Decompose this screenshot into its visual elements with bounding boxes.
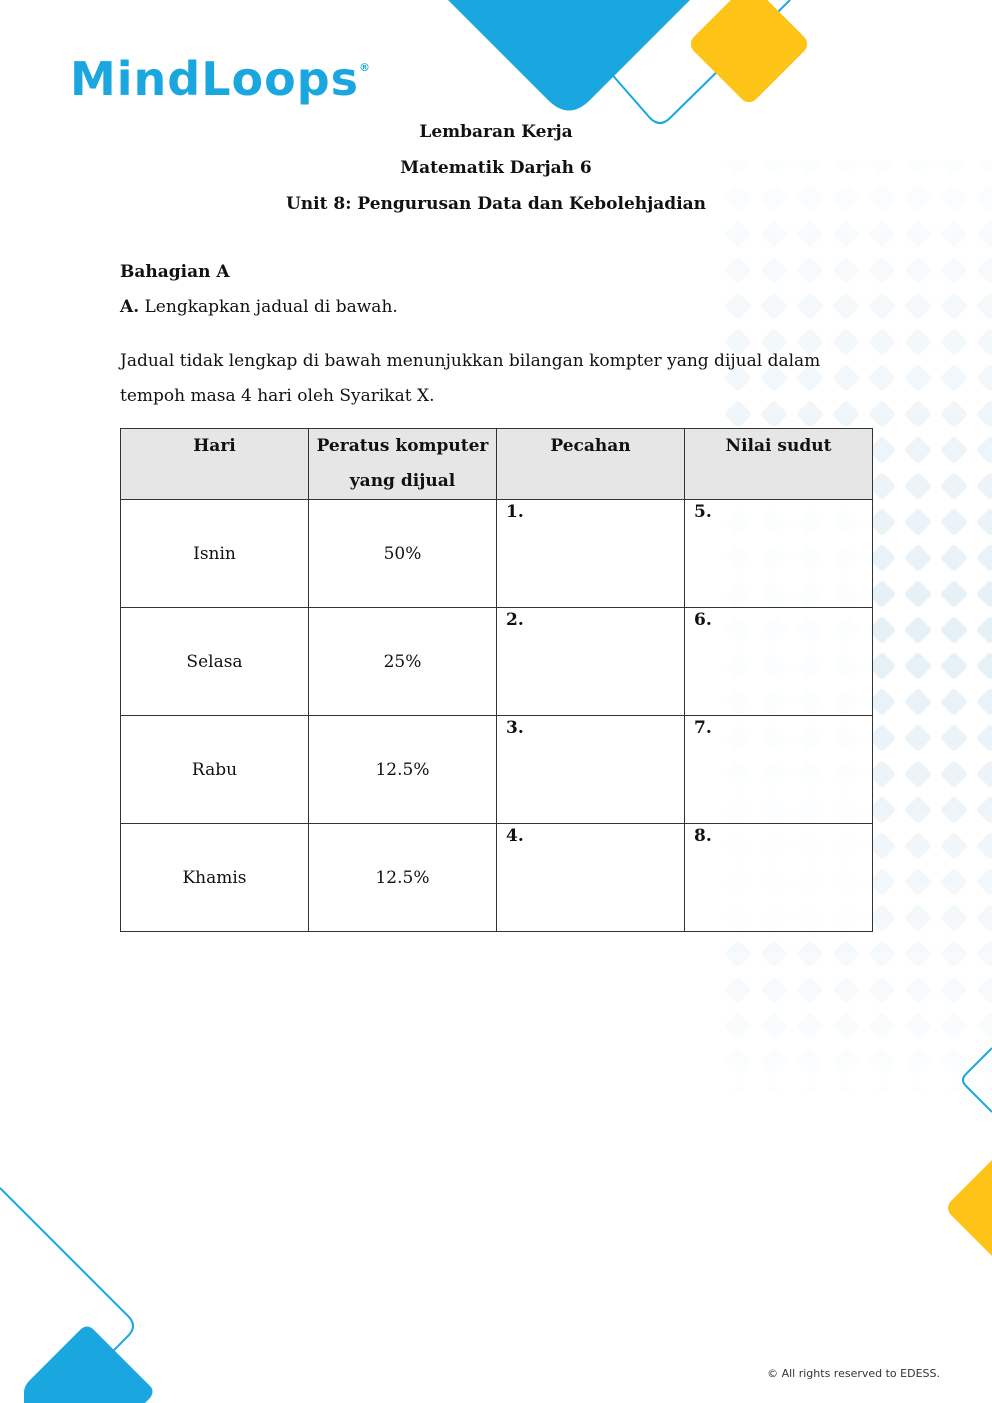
header-day: Hari (121, 429, 309, 500)
percent-cell: 25% (309, 608, 497, 716)
angle-answer-cell[interactable]: 5. (685, 500, 873, 608)
worksheet-header (0, 120, 992, 228)
mindloops-logo (70, 52, 372, 106)
day-cell: Rabu (121, 716, 309, 824)
day-cell: Isnin (121, 500, 309, 608)
table-row (121, 716, 873, 824)
table-header-row (121, 429, 873, 500)
angle-answer-cell[interactable]: 6. (685, 608, 873, 716)
registered-mark: ® (359, 61, 372, 74)
header-angle: Nilai sudut (685, 429, 873, 500)
header-subject: Matematik Darjah 6 (400, 158, 592, 178)
header-title: Lembaran Kerja (419, 122, 573, 142)
fraction-answer-cell[interactable]: 2. (497, 608, 685, 716)
header-percent: Peratus komputer yang dijual (309, 429, 497, 500)
header-unit: Unit 8: Pengurusan Data dan Kebolehjadian (285, 194, 707, 214)
question-paragraph: Jadual tidak lengkap di bawah menunjukkan bilangan kompter yang dijual dalam tempoh masa 4 hari oleh Syarikat X. (120, 351, 821, 406)
table-row (121, 824, 873, 932)
fraction-answer-cell[interactable]: 4. (497, 824, 685, 932)
copyright-footer: © All rights reserved to EDESS. (767, 1367, 940, 1380)
data-table (120, 428, 873, 932)
fraction-answer-cell[interactable]: 3. (497, 716, 685, 824)
percent-cell: 12.5% (309, 824, 497, 932)
instruction (120, 297, 398, 317)
table-row (121, 500, 873, 608)
instruction-text: Lengkapkan jadual di bawah. (144, 297, 398, 317)
header-fraction: Pecahan (497, 429, 685, 500)
fraction-answer-cell[interactable]: 1. (497, 500, 685, 608)
day-cell: Khamis (121, 824, 309, 932)
angle-answer-cell[interactable]: 7. (685, 716, 873, 824)
angle-answer-cell[interactable]: 8. (685, 824, 873, 932)
logo-text: MindLoops (70, 52, 360, 106)
percent-cell: 12.5% (309, 716, 497, 824)
section-title: Bahagian A (120, 262, 230, 282)
percent-cell: 50% (309, 500, 497, 608)
table-row (121, 608, 873, 716)
day-cell: Selasa (121, 608, 309, 716)
instruction-label: A. (120, 297, 140, 317)
